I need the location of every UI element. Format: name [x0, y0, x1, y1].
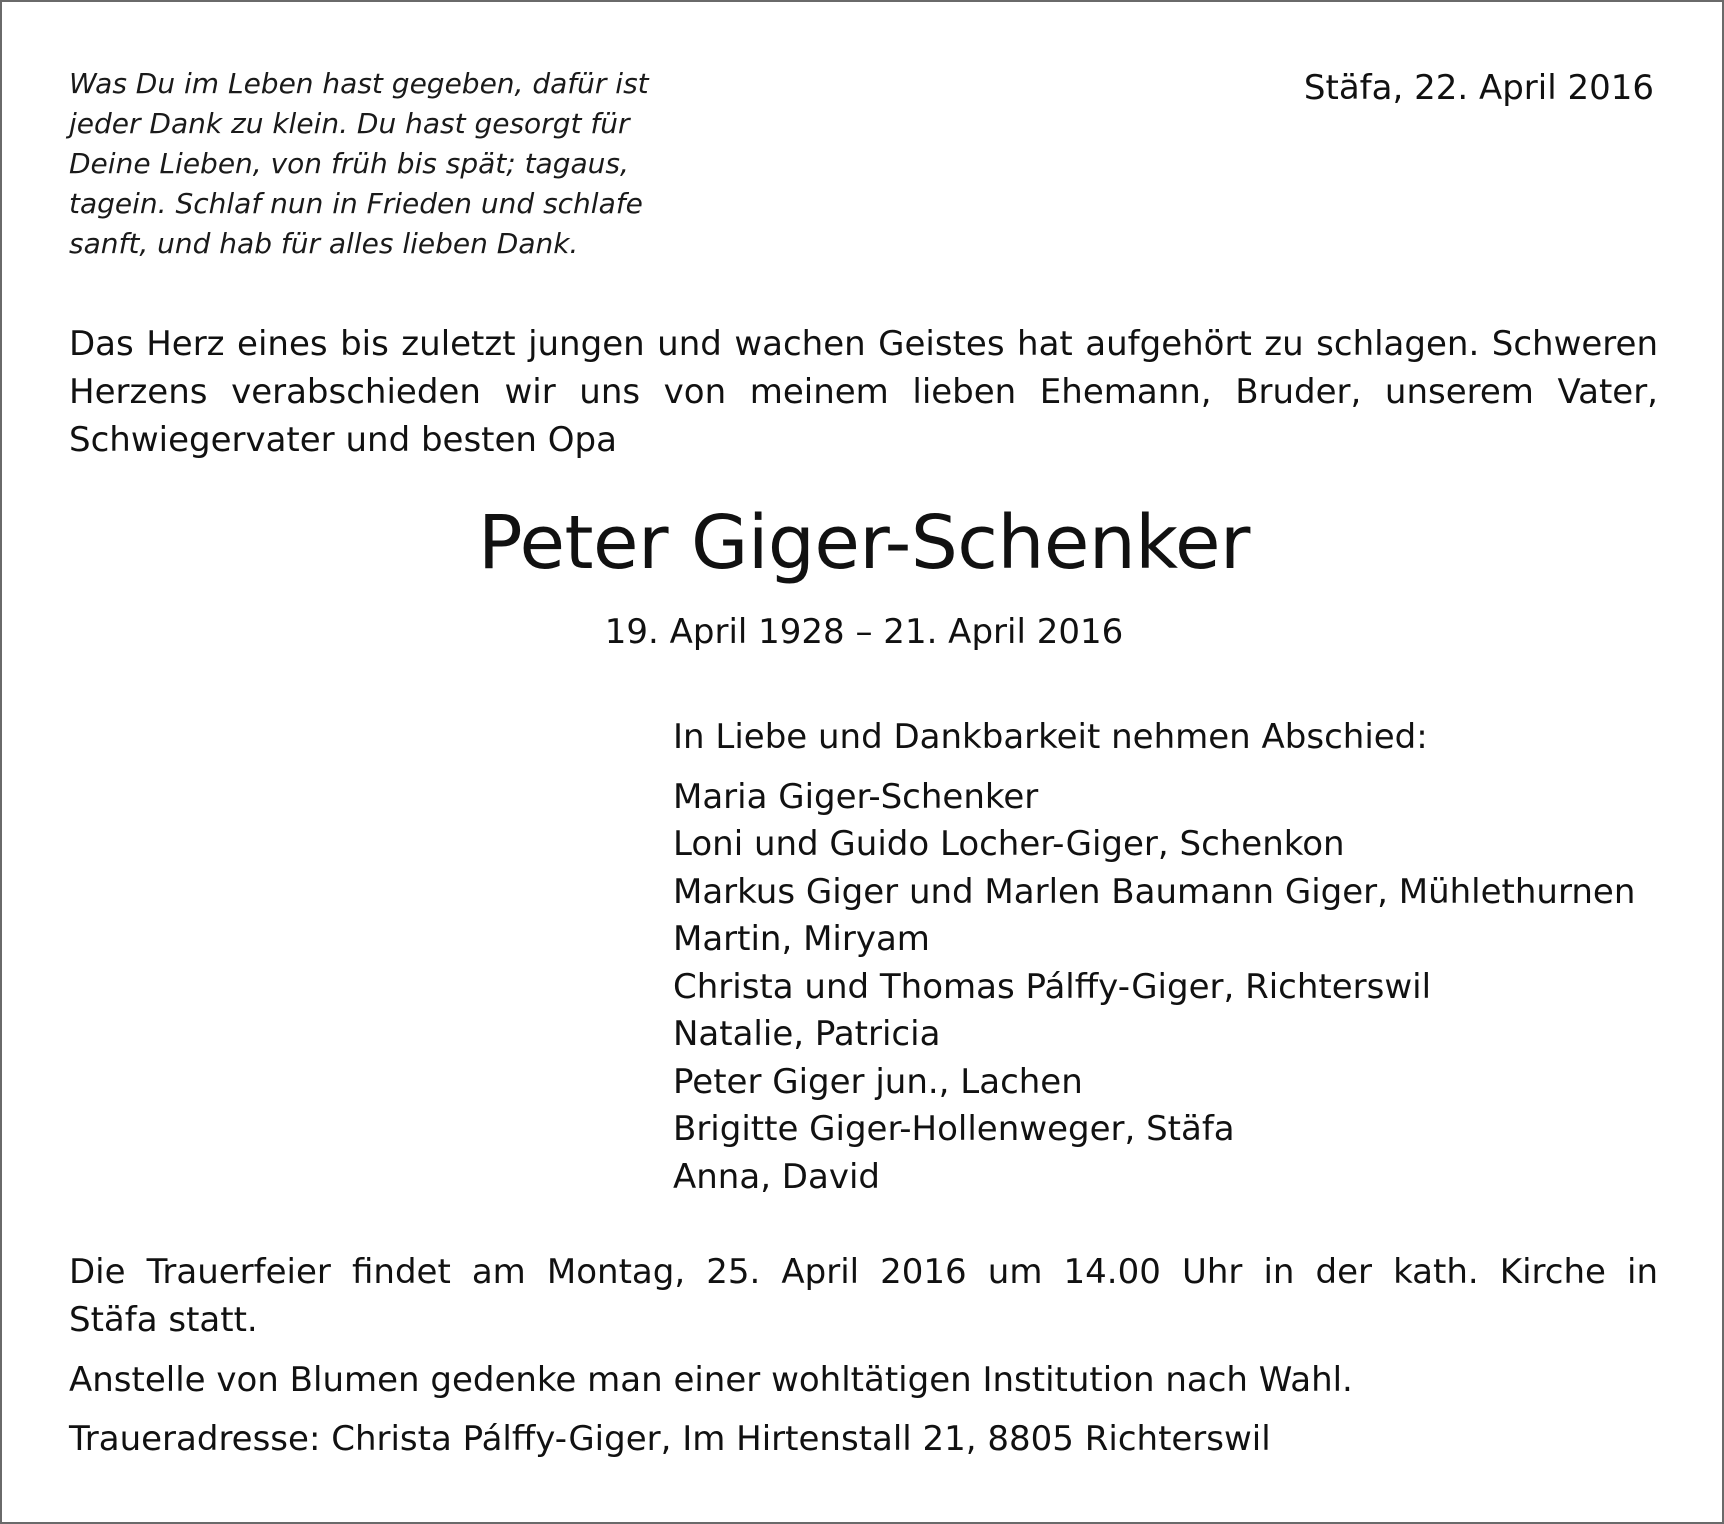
mourner-entry: Martin, Miryam	[673, 919, 930, 959]
funeral-service-line: Stäfa statt.	[69, 1300, 258, 1340]
funeral-service-line: Die Trauerfeier findet am Montag, 25. April 2016 um 14.00 Uhr in der kath. Kirche in	[69, 1252, 1658, 1292]
memorial-verse-line: sanft, und hab für alles lieben Dank.	[69, 227, 579, 260]
mourner-entry: Maria Giger-Schenker	[673, 776, 1039, 817]
mourner-entry: Brigitte Giger-Hollenweger, Stäfa	[673, 1109, 1235, 1149]
intro-line: Das Herz eines bis zuletzt jungen und wachen Geistes hat aufgehört zu schlagen. Schweren	[69, 324, 1658, 364]
deceased-name: Peter Giger-Schenker	[478, 500, 1250, 586]
intro-line: Schwiegervater und besten Opa	[69, 420, 617, 460]
memorial-verse	[69, 64, 709, 264]
mourner-entry: Natalie, Patricia	[673, 1014, 941, 1054]
intro-paragraph	[69, 320, 1658, 464]
mourning-address: Traueradresse: Christa Pálffy-Giger, Im Hirtenstall 21, 8805 Richterswil	[69, 1419, 1271, 1459]
memorial-verse-line: tagein. Schlaf nun in Frieden und schlafe	[69, 187, 643, 220]
memorial-verse-line: Was Du im Leben hast gegeben, dafür ist	[69, 67, 649, 100]
mourner-entry: Loni und Guido Locher-Giger, Schenkon	[673, 824, 1345, 864]
mourner-entry: Markus Giger und Marlen Baumann Giger, Mühlethurnen	[673, 871, 1636, 912]
donation-note: Anstelle von Blumen gedenke man einer wohltätigen Institution nach Wahl.	[69, 1360, 1353, 1400]
mourner-entry: Christa und Thomas Pálffy-Giger, Richterswil	[673, 966, 1432, 1007]
mourners-list	[673, 714, 1635, 1201]
mourners-heading: In Liebe und Dankbarkeit nehmen Abschied:	[673, 717, 1428, 757]
funeral-service-info	[69, 1248, 1658, 1344]
intro-line: Herzens verabschieden wir uns von meinem lieben Ehemann, Bruder, unserem Vater,	[69, 372, 1658, 412]
life-dates: 19. April 1928 – 21. April 2016	[604, 612, 1124, 652]
mourner-entry: Peter Giger jun., Lachen	[673, 1061, 1083, 1102]
memorial-verse-line: jeder Dank zu klein. Du hast gesorgt für	[69, 107, 630, 140]
place-and-date: Stäfa, 22. April 2016	[1303, 68, 1654, 108]
memorial-verse-line: Deine Lieben, von früh bis spät; tagaus,	[69, 147, 629, 180]
mourner-entry: Anna, David	[673, 1156, 880, 1197]
